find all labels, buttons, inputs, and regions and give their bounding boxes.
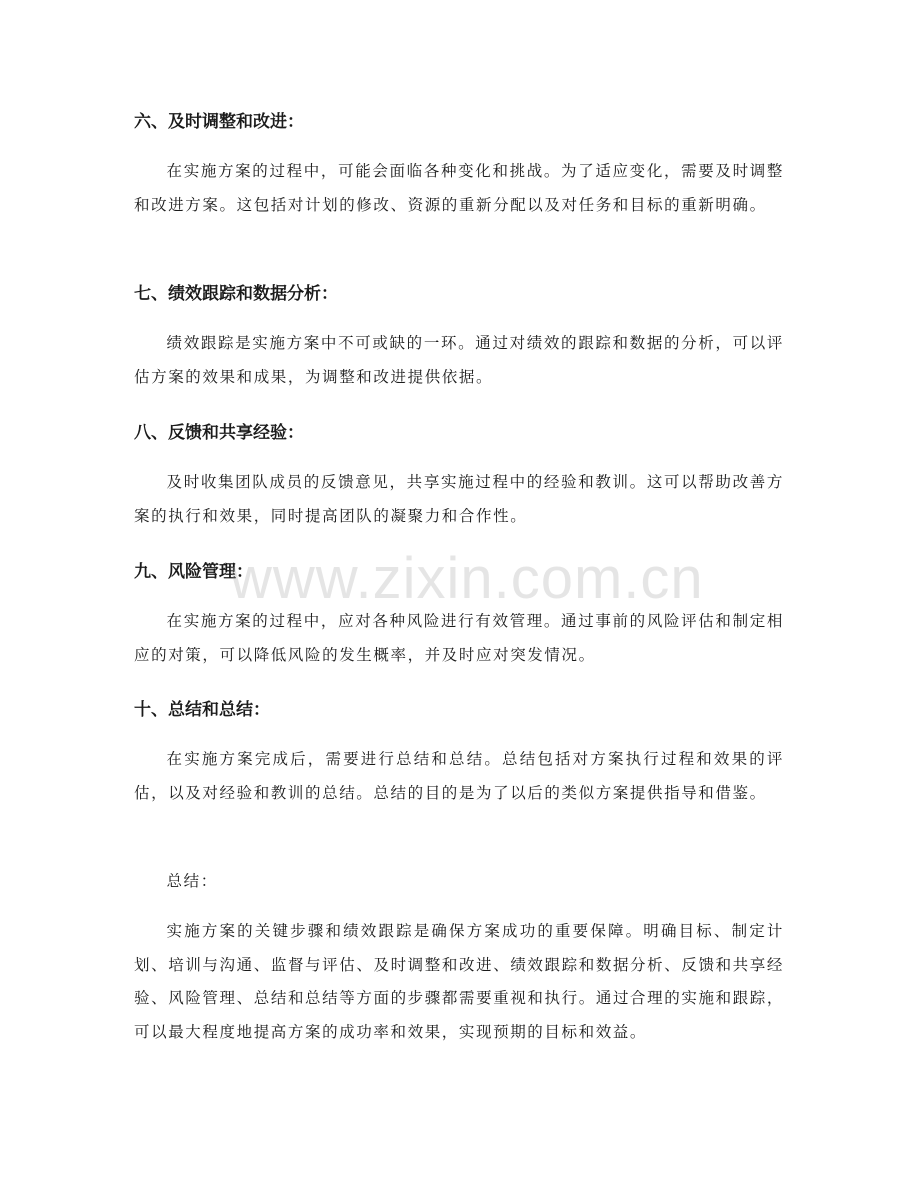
section-9-body: 在实施方案的过程中，应对各种风险进行有效管理。通过事前的风险评估和制定相应的对策，可以降低风险的发生概率，并及时应对突发情况。 [134,612,784,664]
watermark: www.zixin.com.cn [230,546,704,611]
section-6-body: 在实施方案的过程中，可能会面临各种变化和挑战。为了适应变化，需要及时调整和改进方案。这包括对计划的修改、资源的重新分配以及对任务和目标的重新明确。 [134,162,784,214]
section-7-heading: 七、绩效跟踪和数据分析： [134,284,338,304]
section-8-body: 及时收集团队成员的反馈意见，共享实施过程中的经验和教训。这可以帮助改善方案的执行和效果，同时提高团队的凝聚力和合作性。 [134,473,784,525]
section-6-heading: 六、及时调整和改进： [134,112,304,132]
section-7-body: 绩效跟踪是实施方案中不可或缺的一环。通过对绩效的跟踪和数据的分析，可以评估方案的效果和成果，为调整和改进提供依据。 [134,334,784,386]
section-8-heading: 八、反馈和共享经验： [134,423,304,443]
summary-body: 实施方案的关键步骤和绩效跟踪是确保方案成功的重要保障。明确目标、制定计划、培训与沟通、监督与评估、及时调整和改进、绩效跟踪和数据分析、反馈和共享经验、风险管理、总结和总结等方面的步骤都需要重视和执行。通过合理的实施和跟踪，可以最大程度地提高方案的成功率和效果，实现预期的目标和效益。 [134,922,784,1041]
section-10-heading: 十、总结和总结： [134,700,270,720]
summary-label: 总结： [166,872,218,890]
section-9-heading: 九、风险管理： [134,562,253,582]
section-10-body: 在实施方案完成后，需要进行总结和总结。总结包括对方案执行过程和效果的评估，以及对经验和教训的总结。总结的目的是为了以后的类似方案提供指导和借鉴。 [134,750,784,802]
